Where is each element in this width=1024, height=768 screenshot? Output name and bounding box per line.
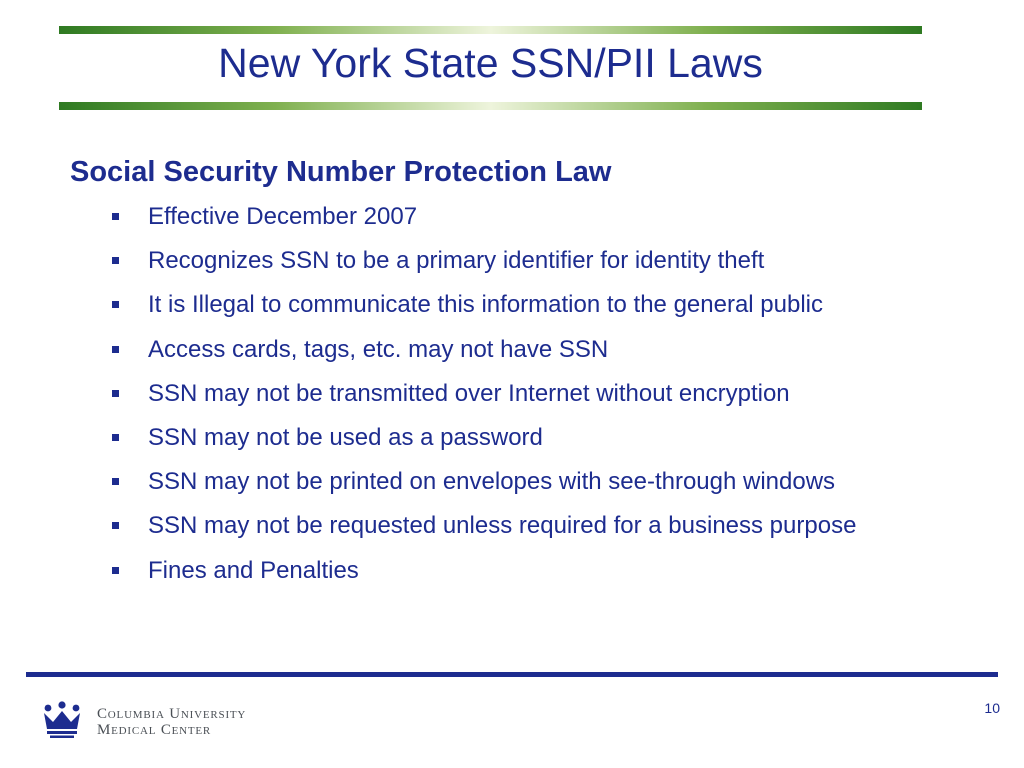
bullet-item [108,333,968,367]
bullet-text: SSN may not be transmitted over Internet without encryption [148,379,790,407]
bullet-text: Effective December 2007 [148,203,418,230]
square-bullet-icon [112,567,119,574]
bullet-text: SSN may not be printed on envelopes with see-through windows [148,468,836,496]
page-number: 10 [984,700,1000,716]
wordmark [97,706,246,738]
square-bullet-icon [112,346,119,353]
square-bullet-icon [112,257,119,264]
square-bullet-icon [112,390,119,397]
bullet-text: Fines and Penalties [148,556,359,584]
bullet-item [108,288,968,322]
bullet-item [108,421,968,455]
bullet-item [108,244,968,278]
section-heading: Social Security Number Protection Law [70,156,612,188]
square-bullet-icon [112,434,119,441]
bullet-text: SSN may not be used as a password [148,423,543,451]
footer-rule [26,672,998,677]
bullet-item [108,200,968,234]
crown-icon [40,700,84,740]
bullet-item [108,554,968,588]
bullet-item [108,465,968,499]
bullet-item [108,377,968,411]
wordmark-line: Medical Center [97,722,212,738]
square-bullet-icon [112,478,119,485]
bullet-text: Recognizes SSN to be a primary identifier for identity theft [148,247,765,275]
bullet-item [108,509,968,543]
bullet-text: SSN may not be requested unless required for a business purpose [148,512,857,540]
square-bullet-icon [112,301,119,308]
title-top-bar [59,26,922,34]
bullet-text: Access cards, tags, etc. may not have SSN [148,335,609,363]
square-bullet-icon [112,522,119,529]
square-bullet-icon [112,213,119,220]
bullet-list [108,200,968,598]
bullet-text: It is Illegal to communicate this information to the general public [148,291,824,319]
wordmark-line: Columbia University [97,706,247,722]
title-bottom-bar [59,102,922,110]
slide-title: New York State SSN/PII Laws [218,40,763,86]
